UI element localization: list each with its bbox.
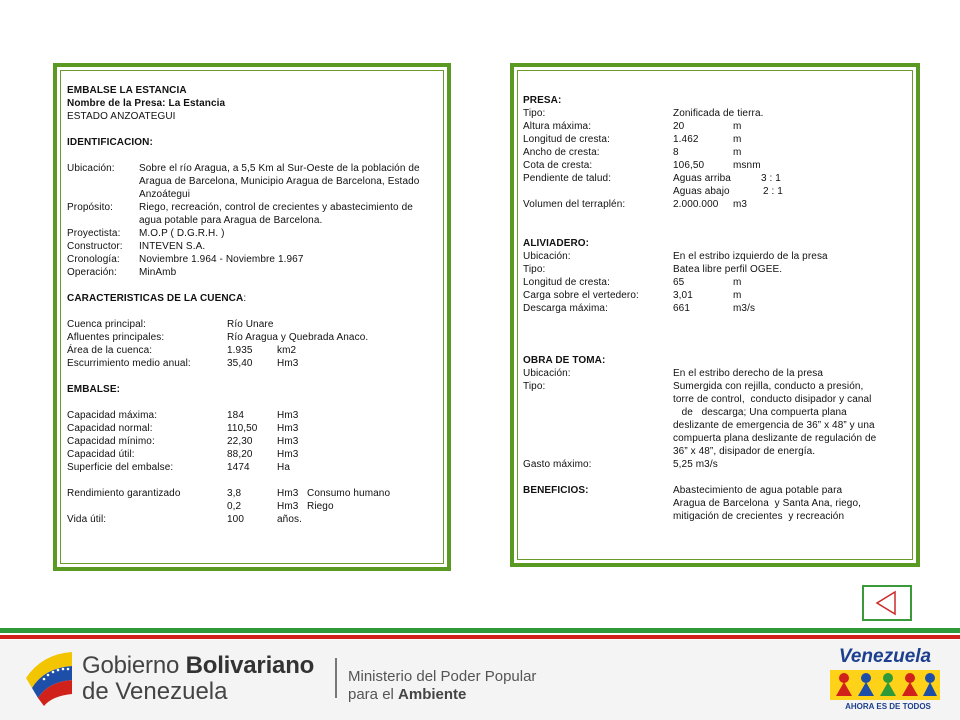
basin-item-label: Afluentes principales: <box>67 332 165 343</box>
yield-item-unit: Hm3 <box>277 501 299 512</box>
slope-upstream-value: 3 : 1 <box>761 173 781 184</box>
venezuela-flag-logo-icon <box>22 648 78 708</box>
dam-item-value: 1.462 <box>673 134 699 145</box>
benefits-value <box>673 484 861 523</box>
capacity-item-unit: Hm3 <box>277 449 299 460</box>
dam-item-unit: m <box>733 121 742 132</box>
yield-item-note: Consumo humano <box>307 488 391 499</box>
slope-row-downstream <box>523 185 908 198</box>
basin-heading: CARACTERISTICAS DE LA CUENCA: <box>67 293 247 304</box>
benefits-line: Aragua de Barcelona y Santa Ana, riego, <box>673 498 862 509</box>
dam-item-value: 20 <box>673 121 685 132</box>
identification-list <box>67 162 437 279</box>
basin-item-value: Río Unare <box>227 319 274 330</box>
max-flow-label: Gasto máximo: <box>523 459 592 470</box>
slope-label: Pendiente de talud: <box>523 173 612 184</box>
dam-item-value: 106,50 <box>673 160 705 171</box>
dam-item-row <box>523 120 908 133</box>
slope-row-upstream <box>523 172 908 185</box>
capacity-item-row <box>67 422 437 435</box>
basin-item-value: Río Aragua y Quebrada Anaco. <box>227 332 369 343</box>
ident-item-row <box>67 201 437 227</box>
embankment-volume-unit: m3 <box>733 199 748 210</box>
yield-item-row <box>67 487 437 500</box>
back-triangle-icon[interactable] <box>862 585 912 621</box>
government-name-line1: Gobierno Bolivariano <box>82 652 315 679</box>
spillway-heading: ALIVIADERO: <box>523 238 590 249</box>
reservoir-title: EMBALSE LA ESTANCIA <box>67 85 187 96</box>
intake-type-line: 36” x 48”, disipador de energía. <box>673 446 816 457</box>
intake-type-line: torre de control, conducto disipador y canal <box>673 394 872 405</box>
benefits-line: mitigación de crecientes y recreación <box>673 511 845 522</box>
spillway-item-value: 65 <box>673 277 685 288</box>
basin-item-unit: Hm3 <box>277 358 299 369</box>
spillway-item-row <box>523 289 908 302</box>
capacity-item-unit: Hm3 <box>277 436 299 447</box>
dam-item-value: 8 <box>673 147 679 158</box>
capacity-item-label: Capacidad máxima: <box>67 410 158 421</box>
ident-item-value: Sobre el río Aragua, a 5,5 Km al Sur-Oeste de la población de Aragua de Barcelona, Municipio Aragua de Barcelona, Estado Anzoátegui <box>139 163 420 200</box>
venezuela-wordmark: Venezuela <box>838 646 932 667</box>
slogan-text: AHORA ES DE TODOS <box>845 702 931 711</box>
ident-item-label: Propósito: <box>67 202 114 213</box>
yield-item-note: Riego <box>307 501 334 512</box>
dam-item-label: Longitud de cresta: <box>523 134 610 145</box>
capacity-item-row <box>67 461 437 474</box>
intake-location-label: Ubicación: <box>523 368 571 379</box>
capacity-item-row <box>67 435 437 448</box>
people-figures-icon <box>830 666 940 702</box>
basin-item-row <box>67 357 437 370</box>
dam-item-row <box>523 159 908 172</box>
dam-heading: PRESA: <box>523 95 562 106</box>
slope-downstream-label: Aguas abajo <box>673 186 730 197</box>
spillway-list <box>523 250 908 315</box>
spillway-item-value: 3,01 <box>673 290 693 301</box>
spillway-item-value: 661 <box>673 303 690 314</box>
ident-item-label: Proyectista: <box>67 228 121 239</box>
spillway-item-unit: m <box>733 277 742 288</box>
intake-type-value <box>673 380 876 458</box>
intake-type-line: de descarga; Una compuerta plana <box>673 407 847 418</box>
dam-specs-panel <box>510 63 920 567</box>
yield-item-label: Rendimiento garantizado <box>67 488 181 499</box>
basin-item-label: Escurrimiento medio anual: <box>67 358 191 369</box>
capacity-item-unit: Ha <box>277 462 290 473</box>
ident-item-label: Operación: <box>67 267 117 278</box>
capacity-item-value: 184 <box>227 410 244 421</box>
dam-item-row <box>523 133 908 146</box>
dam-item-label: Altura máxima: <box>523 121 592 132</box>
benefits-line: Abastecimiento de agua potable para <box>673 485 843 496</box>
capacity-item-label: Capacidad útil: <box>67 449 135 460</box>
basin-item-value: 35,40 <box>227 358 253 369</box>
benefits-heading: BENEFICIOS: <box>523 485 589 496</box>
dam-item-row <box>523 107 908 120</box>
dam-item-row <box>523 146 908 159</box>
spillway-item-row <box>523 250 908 263</box>
ident-item-label: Constructor: <box>67 241 123 252</box>
ident-item-row <box>67 253 437 266</box>
intake-type-line: deslizante de emergencia de 36” x 48” y una <box>673 420 875 431</box>
dam-list <box>523 107 908 172</box>
basin-item-row <box>67 318 437 331</box>
capacity-item-label: Capacidad normal: <box>67 423 153 434</box>
useful-life-label: Vida útil: <box>67 514 107 525</box>
spillway-item-value: En el estribo izquierdo de la presa <box>673 251 828 262</box>
spillway-item-row <box>523 276 908 289</box>
dam-item-label: Ancho de cresta: <box>523 147 600 158</box>
footer-divider <box>335 658 337 698</box>
intake-type-line: Sumergida con rejilla, conducto a presión, <box>673 381 864 392</box>
intake-location-value: En el estribo derecho de la presa <box>673 368 824 379</box>
intake-type-line: compuerta plana deslizante de regulación de <box>673 433 877 444</box>
max-flow-row <box>523 458 908 471</box>
useful-life-value: 100 <box>227 514 244 525</box>
capacity-item-value: 22,30 <box>227 436 253 447</box>
spillway-item-unit: m3/s <box>733 303 756 314</box>
dam-item-value: Zonificada de tierra. <box>673 108 764 119</box>
footer-banner <box>0 640 960 720</box>
basin-item-label: Área de la cuenca: <box>67 345 153 356</box>
basin-item-row <box>67 331 437 344</box>
dam-item-unit: msnm <box>733 160 761 171</box>
embankment-volume-label: Volumen del terraplén: <box>523 199 626 210</box>
intake-location-row <box>523 367 908 380</box>
ministry-name-line2: para el Ambiente <box>348 686 467 703</box>
capacity-item-unit: Hm3 <box>277 423 299 434</box>
ident-item-row <box>67 266 437 279</box>
capacity-item-unit: Hm3 <box>277 410 299 421</box>
basin-item-unit: km2 <box>277 345 297 356</box>
dam-item-label: Tipo: <box>523 108 546 119</box>
ident-item-row <box>67 162 437 201</box>
venezuela-ahora-logo <box>826 646 944 716</box>
ident-item-value: INTEVEN S.A. <box>139 241 206 252</box>
ident-item-value: Noviembre 1.964 - Noviembre 1.967 <box>139 254 304 265</box>
useful-life-row <box>67 513 437 526</box>
embankment-volume-value: 2.000.000 <box>673 199 719 210</box>
reservoir-heading: EMBALSE: <box>67 384 121 395</box>
benefits-row <box>523 484 908 523</box>
spillway-item-row <box>523 302 908 315</box>
ident-item-row <box>67 240 437 253</box>
capacity-item-label: Capacidad mínimo: <box>67 436 155 447</box>
ident-item-row <box>67 227 437 240</box>
ident-item-label: Ubicación: <box>67 163 115 174</box>
basin-item-value: 1.935 <box>227 345 253 356</box>
dam-item-unit: m <box>733 134 742 145</box>
spillway-item-label: Tipo: <box>523 264 546 275</box>
capacity-item-row <box>67 448 437 461</box>
yield-item-value: 3,8 <box>227 488 242 499</box>
basin-list <box>67 318 437 370</box>
spillway-item-label: Longitud de cresta: <box>523 277 610 288</box>
basin-item-row <box>67 344 437 357</box>
embankment-volume-row <box>523 198 908 211</box>
dam-item-label: Cota de cresta: <box>523 160 593 171</box>
dam-name: Nombre de la Presa: La Estancia <box>67 98 226 109</box>
yield-item-label <box>67 500 227 513</box>
capacity-item-row <box>67 409 437 422</box>
reservoir-info-content <box>67 84 437 526</box>
useful-life-unit: años. <box>277 514 302 525</box>
dam-specs-content <box>523 94 908 523</box>
state-name: ESTADO ANZOATEGUI <box>67 111 176 122</box>
spillway-item-value: Batea libre perfil OGEE. <box>673 264 783 275</box>
intake-type-label: Tipo: <box>523 381 546 392</box>
ident-item-value: M.O.P ( D.G.R.H. ) <box>139 228 225 239</box>
yield-item-row <box>67 500 437 513</box>
reservoir-info-panel <box>53 63 451 571</box>
ident-item-value: MinAmb <box>139 267 177 278</box>
yield-item-unit: Hm3 <box>277 488 299 499</box>
government-name-line2: de Venezuela <box>82 678 228 705</box>
slope-downstream-value: 2 : 1 <box>763 186 783 197</box>
yield-item-value: 0,2 <box>227 501 242 512</box>
spillway-item-unit: m <box>733 290 742 301</box>
max-flow-value: 5,25 m3/s <box>673 459 718 470</box>
dam-item-unit: m <box>733 147 742 158</box>
basin-item-label: Cuenca principal: <box>67 319 146 330</box>
intake-heading: OBRA DE TOMA: <box>523 355 606 366</box>
reservoir-capacity-list <box>67 409 437 474</box>
ident-item-label: Cronología: <box>67 254 120 265</box>
spillway-item-row <box>523 263 908 276</box>
capacity-item-value: 110,50 <box>227 423 258 434</box>
intake-type-row <box>523 380 908 458</box>
capacity-item-label: Superficie del embalse: <box>67 462 174 473</box>
footer-red-stripe <box>0 635 960 639</box>
ident-item-value: Riego, recreación, control de crecientes y abastecimiento de agua potable para Aragua de Barcelona. <box>139 202 413 226</box>
slope-upstream-label: Aguas arriba <box>673 173 731 184</box>
ministry-name-line1: Ministerio del Poder Popular <box>348 668 537 685</box>
spillway-item-label: Carga sobre el vertedero: <box>523 290 639 301</box>
identification-heading: IDENTIFICACION: <box>67 137 153 148</box>
capacity-item-value: 1474 <box>227 462 250 473</box>
guaranteed-yield-list <box>67 487 437 513</box>
capacity-item-value: 88,20 <box>227 449 253 460</box>
spillway-item-label: Descarga máxima: <box>523 303 608 314</box>
spillway-item-label: Ubicación: <box>523 251 571 262</box>
